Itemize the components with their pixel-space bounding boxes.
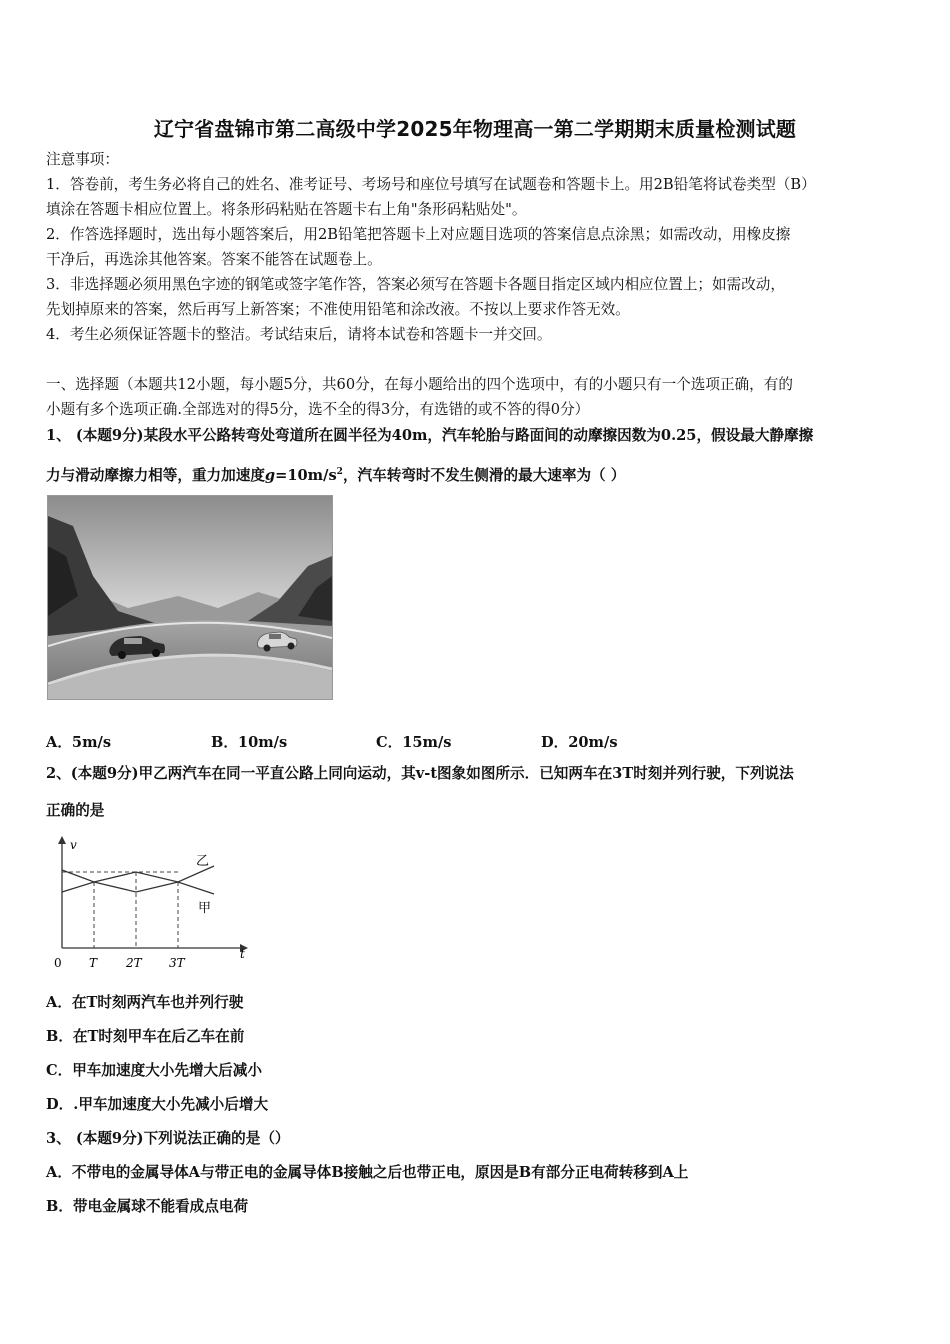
page-title: 辽宁省盘锦市第二高级中学2025年物理高一第二学期期末质量检测试题 xyxy=(153,117,797,141)
q2-option-c: C．甲车加速度大小先增大后减小 xyxy=(46,1062,262,1079)
road-curve-photo xyxy=(47,495,333,700)
q1-choice-d: D．20m/s xyxy=(541,734,618,751)
notice-line: 2．作答选择题时，选出每小题答案后，用2B铅笔把答题卡上对应题目选项的答案信息点涂黑；如需改动，用橡皮擦 xyxy=(46,226,791,243)
q2-option-b: B．在T时刻甲车在后乙车在前 xyxy=(46,1028,245,1045)
notice-line: 先划掉原来的答案，然后再写上新答案；不准使用铅笔和涂改液。不按以上要求作答无效。 xyxy=(46,301,630,318)
q1-stem-end: ，汽车转弯时不发生侧滑的最大速率为（ ） xyxy=(342,466,626,484)
q1-choice-c: C．15m/s xyxy=(376,734,452,751)
v-label: v xyxy=(70,838,77,852)
section-heading: 小题有多个选项正确.全部选对的得5分，选不全的得3分，有选错的或不答的得0分） xyxy=(46,401,590,418)
q1-stem: 1、 (本题9分)某段水平公路转弯处弯道所在圆半径为40m，汽车轮胎与路面间的动摩擦因数为0.25，假设最大静摩擦 xyxy=(46,427,814,444)
notice-line: 填涂在答题卡相应位置上。将条形码粘贴在答题卡右上角"条形码粘贴处"。 xyxy=(46,201,527,218)
road-photo-drawing xyxy=(48,496,332,699)
tick-3T: 3T xyxy=(169,956,185,970)
t-label: t xyxy=(240,947,245,961)
q1-sup: 2 xyxy=(336,467,343,477)
q2-option-a: A．在T时刻两汽车也并列行驶 xyxy=(46,994,244,1011)
series-jia-line xyxy=(62,882,214,894)
q1-stem-text: 力与滑动摩擦力相等，重力加速度 xyxy=(46,466,265,484)
tick-T: T xyxy=(89,956,98,970)
v-axis-arrow xyxy=(58,836,66,844)
series-yi-label: 乙 xyxy=(196,854,210,869)
q2-stem: 2、(本题9分)甲乙两汽车在同一平直公路上同向运动，其v-t图象如图所示．已知两车在3T时刻并列行驶，下列说法 xyxy=(46,765,794,782)
series-jia-label: 甲 xyxy=(198,901,212,916)
section-heading: 一、选择题（本题共12小题，每小题5分，共60分，在每小题给出的四个选项中，有的小题只有一个选项正确，有的 xyxy=(46,376,793,393)
q1-var-g: g xyxy=(264,466,276,484)
q3-stem: 3、 (本题9分)下列说法正确的是（） xyxy=(46,1130,290,1147)
notice-line: 1．答卷前，考生务必将自己的姓名、准考证号、考场号和座位号填写在试题卷和答题卡上。用2B铅笔将试卷类型（B） xyxy=(46,176,816,193)
q2-option-d: D．.甲车加速度大小先减小后增大 xyxy=(46,1096,269,1113)
notice-line: 干净后，再选涂其他答案。答案不能答在试题卷上。 xyxy=(46,251,382,268)
series-yi-line xyxy=(62,866,214,882)
notice-line: 4．考生必须保证答题卡的整洁。考试结束后，请将本试卷和答题卡一并交回。 xyxy=(46,326,552,343)
tick-0: 0 xyxy=(54,956,62,970)
q1-stem-cont xyxy=(46,462,916,486)
notice-line: 3．非选择题必须用黑色字迹的钢笔或签字笔作答，答案必须写在答题卡各题目指定区域内相应位置上；如需改动， xyxy=(46,276,785,293)
q3-option-a: A．不带电的金属导体A与带正电的金属导体B接触之后也带正电，原因是B有部分正电荷转移到A上 xyxy=(46,1164,689,1181)
q1-choice-a: A．5m/s xyxy=(46,734,112,751)
q2-stem-cont: 正确的是 xyxy=(46,802,105,819)
tick-2T: 2T xyxy=(126,956,142,970)
q1-choice-b: B．10m/s xyxy=(211,734,288,751)
q1-eq: =10m/s xyxy=(275,466,337,484)
q3-option-b: B．带电金属球不能看成点电荷 xyxy=(46,1198,249,1215)
notice-heading: 注意事项： xyxy=(46,151,119,168)
vt-graph xyxy=(44,830,254,975)
